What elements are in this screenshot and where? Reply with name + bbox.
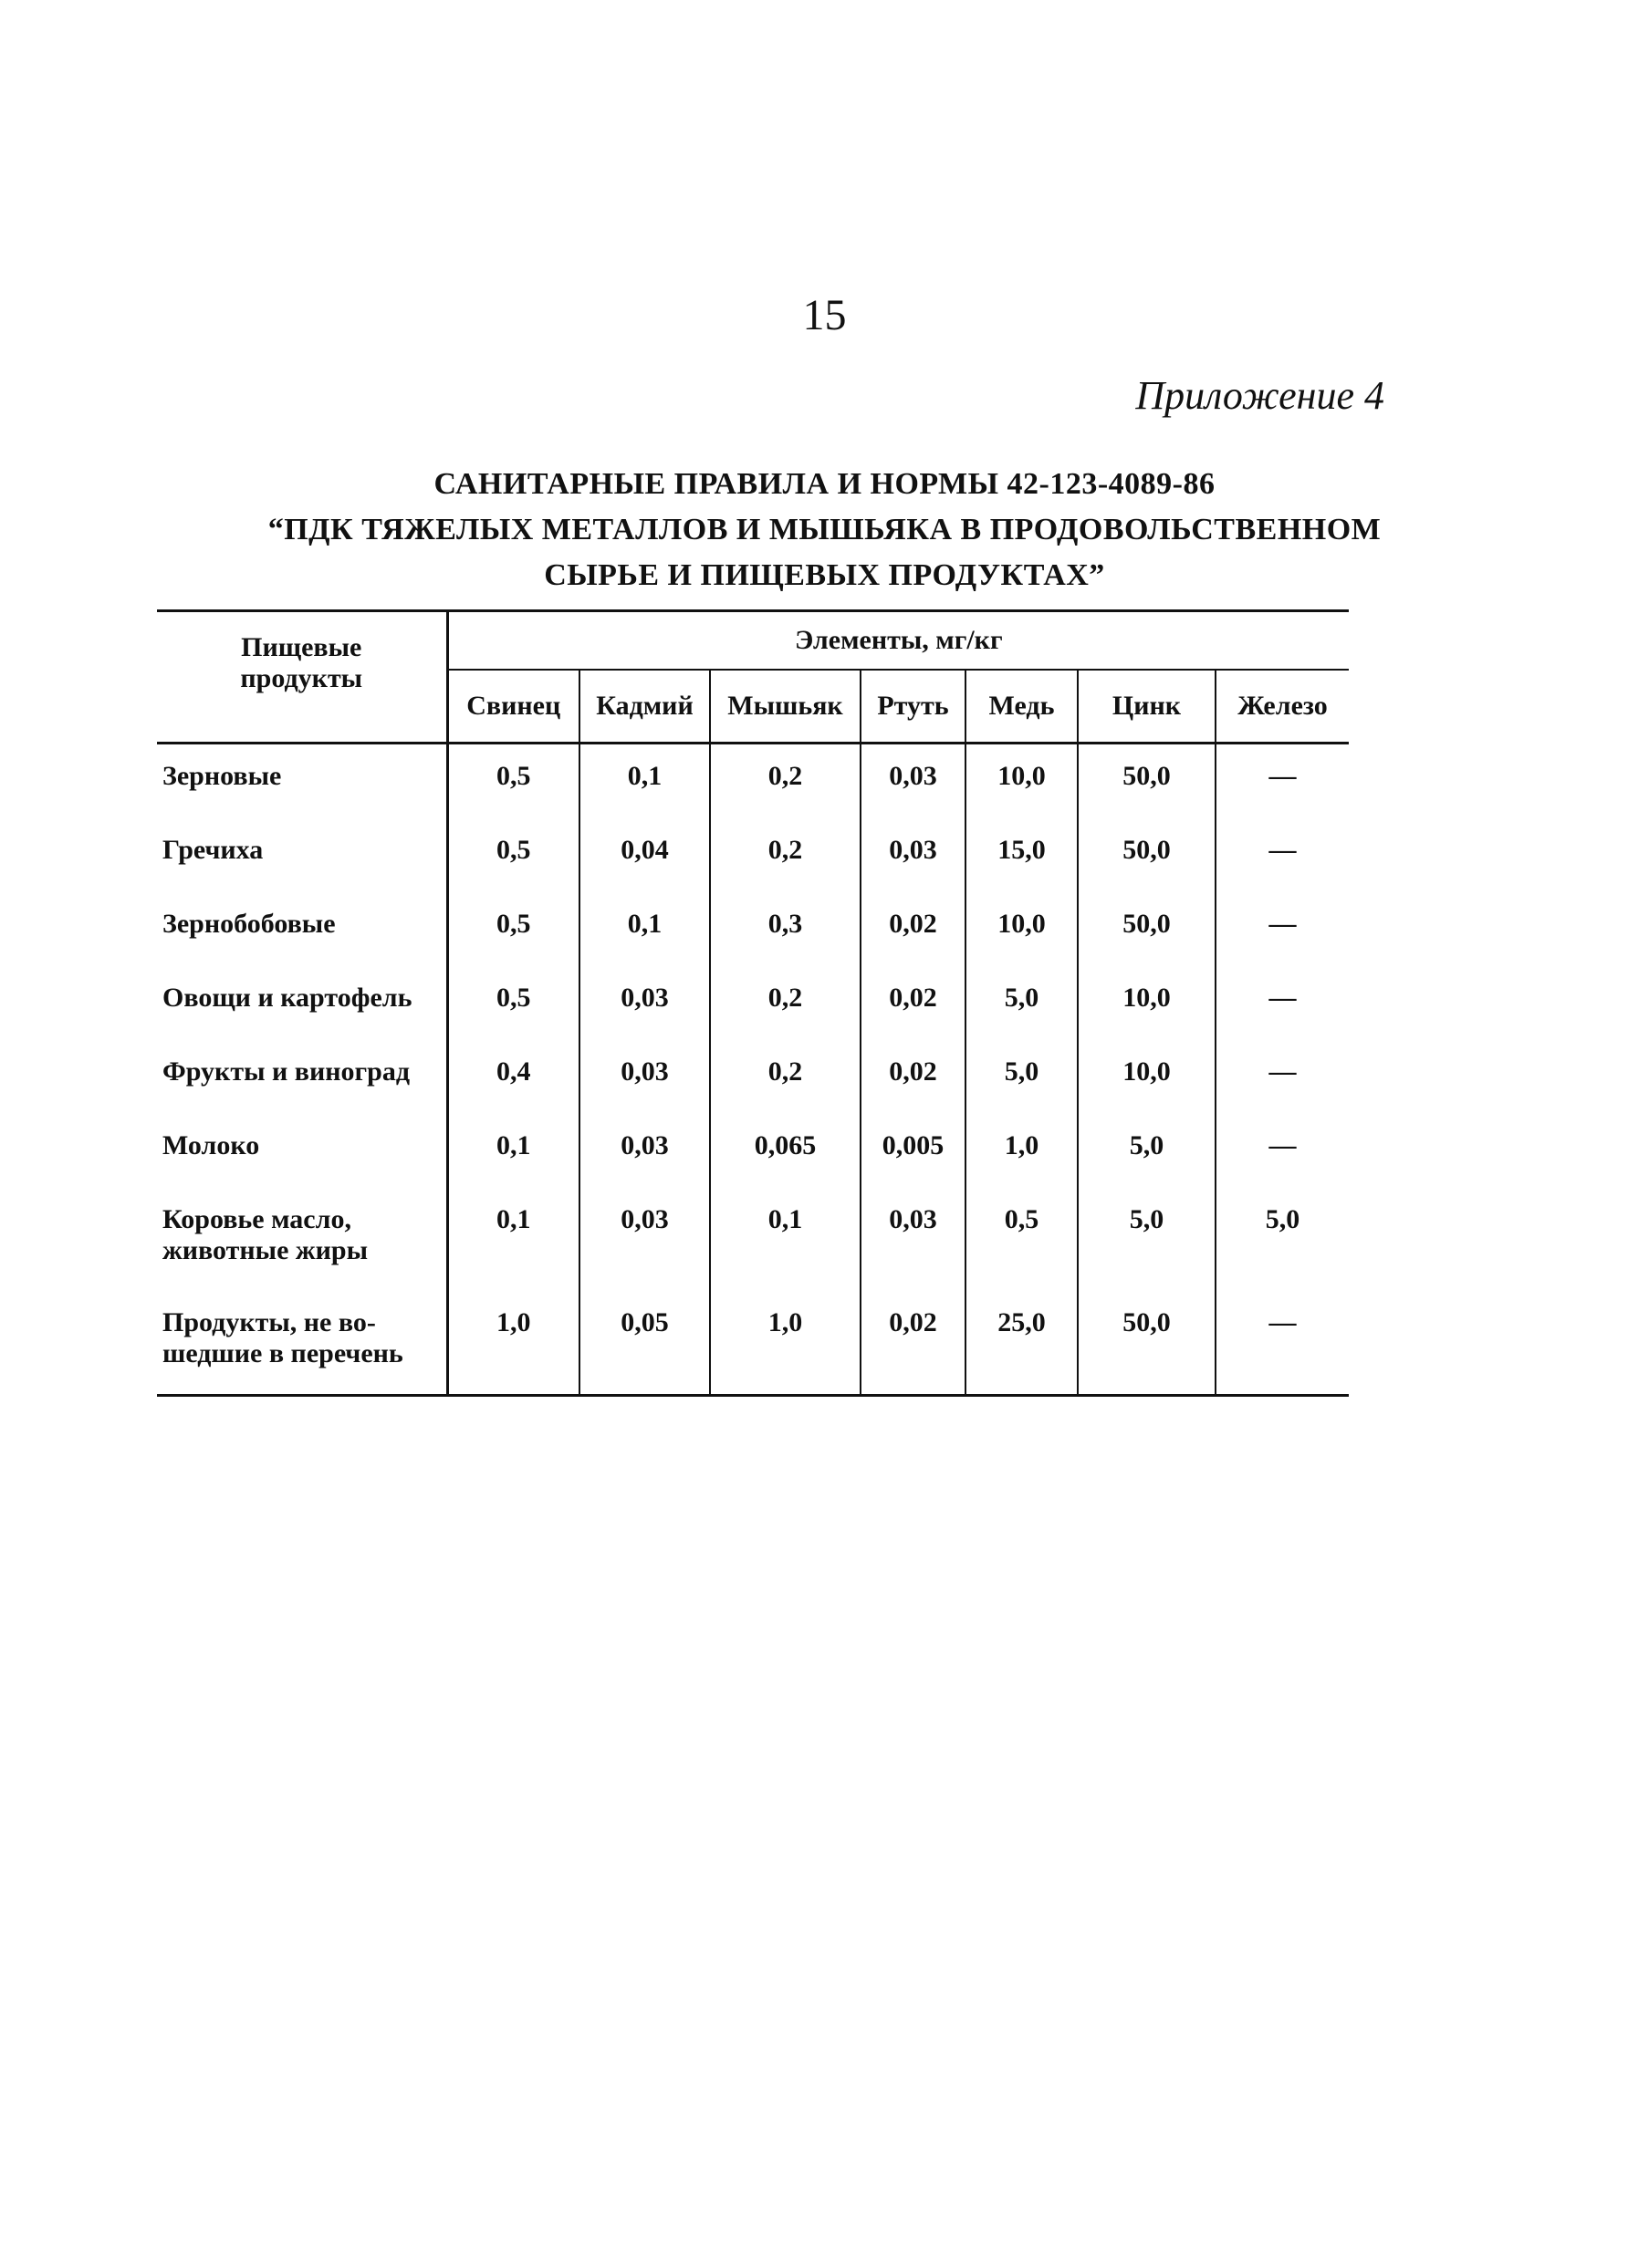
cell-lead: 0,5 <box>447 818 579 892</box>
table-row <box>157 892 1349 966</box>
row-product-name: Зерновые <box>157 744 447 819</box>
cell-iron: — <box>1268 761 1297 791</box>
cell-iron: — <box>1268 983 1297 1013</box>
cell-zinc: 5,0 <box>1078 1114 1216 1188</box>
cell-lead: 0,5 <box>447 744 579 819</box>
table-row <box>157 966 1349 1040</box>
cell-cadmium: 0,03 <box>579 1040 710 1114</box>
cell-mercury: 0,02 <box>861 1040 965 1114</box>
cell-zinc: 50,0 <box>1078 744 1216 819</box>
title-line-3: СЫРЬЕ И ПИЩЕВЫХ ПРОДУКТАХ” <box>544 558 1105 592</box>
cell-iron: — <box>1268 835 1297 865</box>
cell-mercury: 0,03 <box>861 1188 965 1291</box>
cell-cadmium: 0,05 <box>579 1291 710 1396</box>
cell-iron: — <box>1268 1056 1297 1087</box>
document-title <box>0 462 1649 598</box>
cell-iron: — <box>1216 1291 1349 1396</box>
cell-lead: 0,5 <box>447 966 579 1040</box>
column-header-lead: Свинец <box>447 670 579 744</box>
table-row <box>157 744 1349 819</box>
row-product-name: Гречиха <box>157 818 447 892</box>
elements-header: Элементы, мг/кг <box>447 611 1349 671</box>
column-header-zinc: Цинк <box>1078 670 1216 744</box>
cell-iron: — <box>1268 909 1297 939</box>
cell-mercury: 0,03 <box>861 818 965 892</box>
norms-table <box>157 609 1349 1397</box>
cell-arsenic: 0,1 <box>710 1188 861 1291</box>
row-product-name: Фрукты и виноград <box>157 1040 447 1114</box>
table-row <box>157 1114 1349 1188</box>
products-header-line-1: Пищевые <box>241 632 362 662</box>
cell-mercury: 0,03 <box>861 744 965 819</box>
table-row <box>157 1188 1349 1291</box>
row-product-name: Молоко <box>157 1114 447 1188</box>
cell-lead: 0,1 <box>447 1188 579 1291</box>
page-number: 15 <box>802 291 847 339</box>
cell-copper: 10,0 <box>965 892 1078 966</box>
row-product-line-2: животные жиры <box>162 1235 369 1265</box>
cell-zinc: 50,0 <box>1078 818 1216 892</box>
cell-copper: 10,0 <box>965 744 1078 819</box>
cell-mercury: 0,02 <box>861 966 965 1040</box>
cell-cadmium: 0,03 <box>579 1114 710 1188</box>
cell-cadmium: 0,03 <box>579 966 710 1040</box>
cell-copper: 0,5 <box>965 1188 1078 1291</box>
title-line-1: САНИТАРНЫЕ ПРАВИЛА И НОРМЫ 42-123-4089-86 <box>433 467 1216 501</box>
title-line-2: “ПДК ТЯЖЕЛЫХ МЕТАЛЛОВ И МЫШЬЯКА В ПРОДОВОЛЬСТВЕННОМ <box>267 513 1382 546</box>
cell-arsenic: 0,2 <box>710 1040 861 1114</box>
cell-zinc: 5,0 <box>1078 1188 1216 1291</box>
row-product-name: Зернобобовые <box>157 892 447 966</box>
cell-zinc: 50,0 <box>1078 1291 1216 1396</box>
table-row <box>157 818 1349 892</box>
cell-arsenic: 0,2 <box>710 818 861 892</box>
cell-zinc: 10,0 <box>1078 966 1216 1040</box>
row-product-name: Овощи и картофель <box>157 966 447 1040</box>
cell-arsenic: 1,0 <box>710 1291 861 1396</box>
cell-mercury: 0,02 <box>861 892 965 966</box>
column-header-copper: Медь <box>965 670 1078 744</box>
column-header-iron: Железо <box>1216 670 1349 744</box>
cell-copper: 5,0 <box>965 966 1078 1040</box>
cell-cadmium: 0,03 <box>579 1188 710 1291</box>
cell-lead: 0,5 <box>447 892 579 966</box>
cell-iron: 5,0 <box>1265 1204 1300 1234</box>
column-header-cadmium: Кадмий <box>579 670 710 744</box>
cell-iron: — <box>1268 1130 1297 1160</box>
row-product-name <box>157 1188 447 1291</box>
cell-copper: 15,0 <box>965 818 1078 892</box>
cell-lead: 0,1 <box>447 1114 579 1188</box>
row-product-line-2: шедшие в перечень <box>162 1338 403 1368</box>
table-row <box>157 1040 1349 1114</box>
cell-arsenic: 0,2 <box>710 744 861 819</box>
cell-cadmium: 0,1 <box>579 744 710 819</box>
cell-copper: 25,0 <box>965 1291 1078 1396</box>
cell-copper: 5,0 <box>965 1040 1078 1114</box>
appendix-label: Приложение 4 <box>1135 373 1384 418</box>
row-product-name <box>157 1291 447 1396</box>
cell-lead: 0,4 <box>447 1040 579 1114</box>
cell-arsenic: 0,3 <box>710 892 861 966</box>
cell-mercury: 0,02 <box>861 1291 965 1396</box>
row-product-line-1: Продукты, не во- <box>162 1307 376 1337</box>
column-header-arsenic: Мышьяк <box>710 670 861 744</box>
table-row <box>157 1291 1349 1396</box>
cell-cadmium: 0,1 <box>579 892 710 966</box>
cell-arsenic: 0,065 <box>710 1114 861 1188</box>
row-product-line-1: Коровье масло, <box>162 1204 351 1234</box>
products-header <box>157 611 447 744</box>
cell-zinc: 50,0 <box>1078 892 1216 966</box>
cell-zinc: 10,0 <box>1078 1040 1216 1114</box>
cell-copper: 1,0 <box>965 1114 1078 1188</box>
cell-lead: 1,0 <box>447 1291 579 1396</box>
cell-cadmium: 0,04 <box>579 818 710 892</box>
products-header-line-2: продукты <box>240 663 363 693</box>
column-header-mercury: Ртуть <box>861 670 965 744</box>
cell-mercury: 0,005 <box>861 1114 965 1188</box>
cell-arsenic: 0,2 <box>710 966 861 1040</box>
